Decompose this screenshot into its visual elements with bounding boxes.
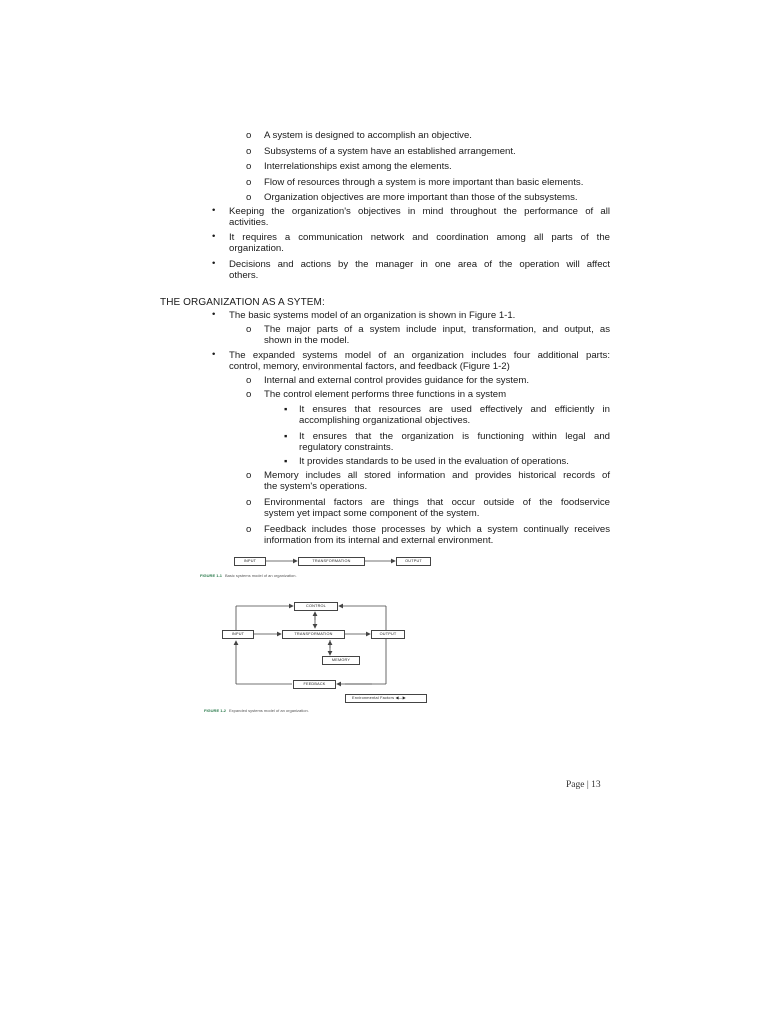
bullet: • bbox=[212, 205, 216, 216]
memory-box: MEMORY bbox=[322, 656, 360, 665]
transformation-box: TRANSFORMATION bbox=[282, 630, 345, 639]
list-item: Interrelationships exist among the elements. bbox=[264, 161, 452, 172]
square-bullet: ▪ bbox=[284, 456, 288, 467]
output-box: OUTPUT bbox=[396, 557, 431, 566]
section-heading: THE ORGANIZATION AS A SYTEM: bbox=[160, 297, 325, 308]
circle-bullet: o bbox=[246, 324, 252, 335]
figure2-text: Expanded systems model of an organization. bbox=[229, 708, 309, 713]
list-item-cont: regulatory constraints. bbox=[299, 442, 394, 453]
double-arrow-icon: ◀—▶ bbox=[395, 696, 406, 700]
circle-bullet: o bbox=[246, 470, 252, 481]
circle-bullet: o bbox=[246, 177, 252, 188]
list-item: Flow of resources through a system is more important than basic elements. bbox=[264, 177, 584, 188]
figure1-label: FIGURE 1-1 bbox=[200, 573, 223, 578]
environmental-factors-label: Environmental Factors bbox=[352, 696, 395, 700]
circle-bullet: o bbox=[246, 192, 252, 203]
bullet: • bbox=[212, 349, 216, 360]
list-item: Subsystems of a system have an established arrangement. bbox=[264, 146, 516, 157]
circle-bullet: o bbox=[246, 375, 252, 386]
input-box: INPUT bbox=[222, 630, 254, 639]
list-item: The expanded systems model of an organization includes four additional parts: bbox=[229, 350, 610, 361]
environmental-factors-box bbox=[345, 694, 427, 703]
list-item-cont: the system's operations. bbox=[264, 481, 368, 492]
circle-bullet: o bbox=[246, 389, 252, 400]
circle-bullet: o bbox=[246, 497, 252, 508]
circle-bullet: o bbox=[246, 146, 252, 157]
control-box: CONTROL bbox=[294, 602, 338, 611]
transformation-box: TRANSFORMATION bbox=[298, 557, 365, 566]
feedback-box: FEEDBACK bbox=[293, 680, 336, 689]
list-item-cont: system yet impact some component of the system. bbox=[264, 508, 480, 519]
figure2-label: FIGURE 1-2 bbox=[204, 708, 227, 713]
square-bullet: ▪ bbox=[284, 404, 288, 415]
list-item: Memory includes all stored information and provides historical records of bbox=[264, 470, 610, 481]
figure1-text: Basic systems model of an organization. bbox=[225, 573, 297, 578]
bullet: • bbox=[212, 231, 216, 242]
list-item: A system is designed to accomplish an objective. bbox=[264, 130, 472, 141]
list-item: Keeping the organization's objectives in mind throughout the performance of all bbox=[229, 206, 610, 217]
list-item-cont: information from its internal and external environment. bbox=[264, 535, 494, 546]
list-item-cont: activities. bbox=[229, 217, 269, 228]
list-item-cont: others. bbox=[229, 270, 259, 281]
list-item: It requires a communication network and coordination among all parts of the bbox=[229, 232, 610, 243]
list-item-cont: organization. bbox=[229, 243, 284, 254]
bullet: • bbox=[212, 258, 216, 269]
list-item: Feedback includes those processes by which a system continually receives bbox=[264, 524, 610, 535]
square-bullet: ▪ bbox=[284, 431, 288, 442]
list-item: Decisions and actions by the manager in one area of the operation will affect bbox=[229, 259, 610, 270]
page-number: Page | 13 bbox=[566, 780, 601, 790]
circle-bullet: o bbox=[246, 161, 252, 172]
input-box: INPUT bbox=[234, 557, 266, 566]
list-item: It ensures that the organization is functioning within legal and bbox=[299, 431, 610, 442]
circle-bullet: o bbox=[246, 524, 252, 535]
list-item-cont: accomplishing organizational objectives. bbox=[299, 415, 471, 426]
list-item-cont: control, memory, environmental factors, and feedback (Figure 1-2) bbox=[229, 361, 510, 372]
figure2-caption bbox=[204, 708, 309, 713]
circle-bullet: o bbox=[246, 130, 252, 141]
list-item: Internal and external control provides guidance for the system. bbox=[264, 375, 530, 386]
list-item: Organization objectives are more important than those of the subsystems. bbox=[264, 192, 578, 203]
list-item-cont: shown in the model. bbox=[264, 335, 350, 346]
list-item: It ensures that resources are used effectively and efficiently in bbox=[299, 404, 610, 415]
bullet: • bbox=[212, 309, 216, 320]
list-item: The control element performs three functions in a system bbox=[264, 389, 507, 400]
list-item: The major parts of a system include input, transformation, and output, as bbox=[264, 324, 610, 335]
list-item: It provides standards to be used in the evaluation of operations. bbox=[299, 456, 569, 467]
list-item: The basic systems model of an organization is shown in Figure 1-1. bbox=[229, 310, 516, 321]
list-item: Environmental factors are things that occur outside of the foodservice bbox=[264, 497, 610, 508]
output-box: OUTPUT bbox=[371, 630, 405, 639]
